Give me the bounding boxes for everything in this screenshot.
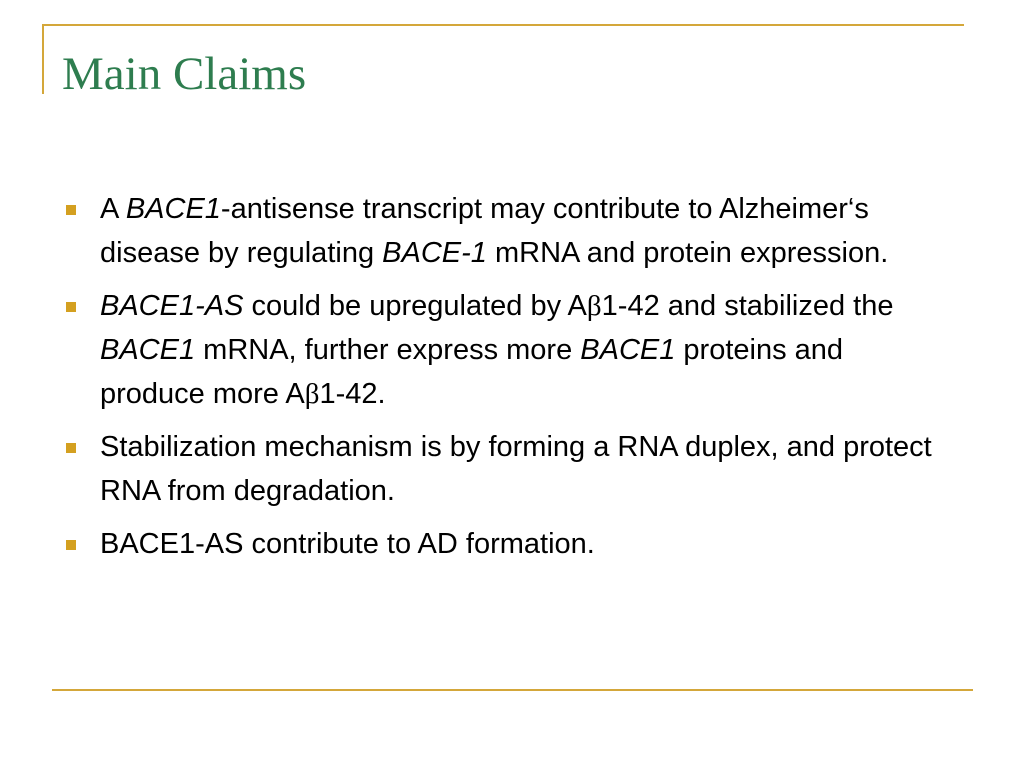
bullet-text: 1-42 and stabilized the <box>601 290 894 322</box>
bullet-text: proteins and produce more A <box>100 334 844 410</box>
bullet-text: BACE1-AS contribute to AD formation. <box>100 528 595 560</box>
bullet-text: mRNA and protein expression. <box>486 237 889 269</box>
bullet-text: -antisense transcript may contribute to Alzheimer‘s disease by regulating <box>100 193 869 269</box>
bullet-text-italic: BACE1 <box>580 334 676 366</box>
slide-title: Main Claims <box>62 48 307 100</box>
bullet-item <box>62 522 942 566</box>
bullet-text: could be upregulated by A <box>243 290 587 322</box>
bullet-text: 1-42. <box>319 378 386 410</box>
bullet-text-italic: BACE1-AS <box>100 290 244 322</box>
bullet-text-italic: BACE1 <box>100 334 196 366</box>
top-border-line <box>42 24 964 26</box>
left-border-line <box>42 24 44 94</box>
bullet-list <box>62 187 942 575</box>
bullet-item <box>62 187 942 275</box>
bullet-square-icon <box>66 540 76 550</box>
bullet-text: Stabilization mechanism is by forming a RNA duplex, and protect RNA from degradation. <box>100 431 932 507</box>
bullet-square-icon <box>66 302 76 312</box>
bullet-text-italic: BACE-1 <box>382 237 487 269</box>
bullet-item <box>62 425 942 513</box>
bullet-square-icon <box>66 205 76 215</box>
bullet-text-italic: BACE1 <box>125 193 221 225</box>
bullet-text: A <box>100 193 126 225</box>
bullet-text-greek: β <box>304 378 320 410</box>
bottom-border-line <box>52 689 973 691</box>
bullet-item <box>62 284 942 416</box>
bullet-text: mRNA, further express more <box>195 334 581 366</box>
bullet-text-greek: β <box>586 290 602 322</box>
bullet-square-icon <box>66 443 76 453</box>
